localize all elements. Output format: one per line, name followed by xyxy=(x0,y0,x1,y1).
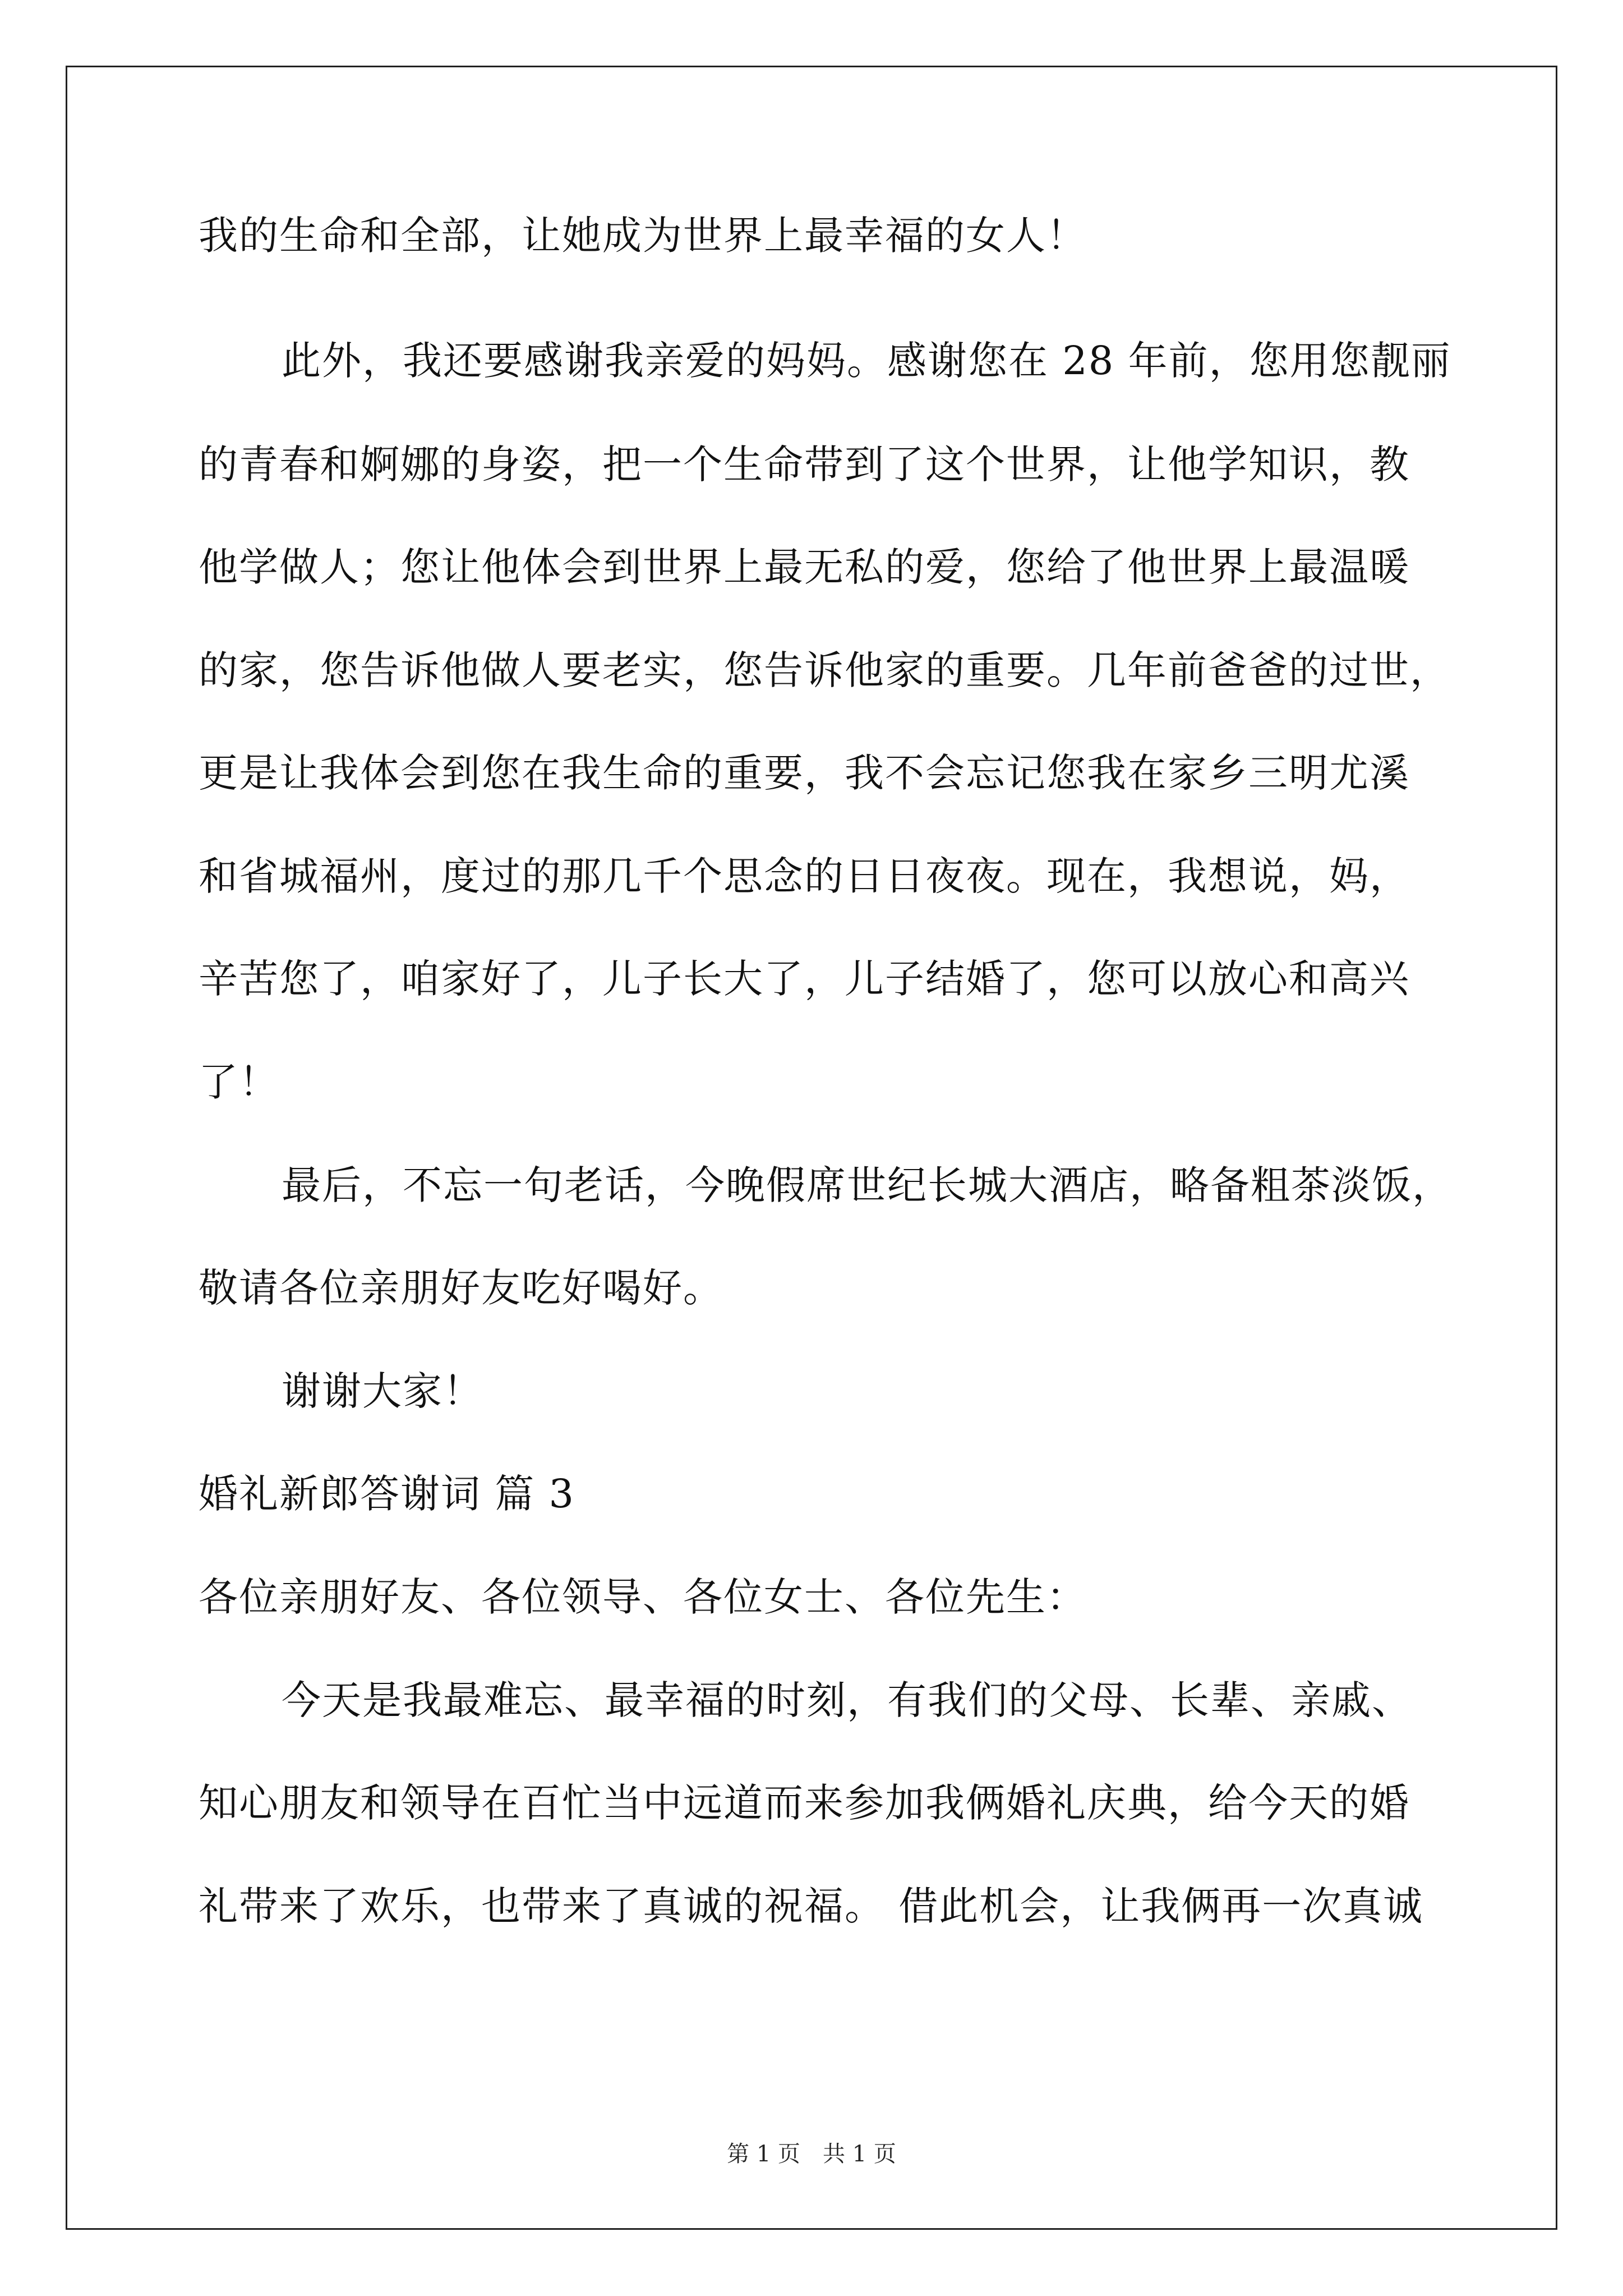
page-footer: 第 1 页 共 1 页 xyxy=(727,2141,896,2167)
text-line: 他学做人；您让他体会到世界上最无私的爱，您给了他世界上最温暖 xyxy=(199,544,1410,590)
text-line: 今天是我最难忘、最幸福的时刻，有我们的父母、长辈、亲戚、 xyxy=(282,1677,1412,1723)
text-line: 的青春和婀娜的身姿，把一个生命带到了这个世界，让他学知识，教 xyxy=(199,441,1410,487)
salutation: 各位亲朋好友、各位领导、各位女士、各位先生： xyxy=(199,1574,1087,1620)
text-line: 此外，我还要感谢我亲爱的妈妈。感谢您在 28 年前，您用您靓丽 xyxy=(282,338,1451,384)
text-line: 更是让我体会到您在我生命的重要，我不会忘记您我在家乡三明尤溪 xyxy=(199,750,1410,796)
text-line: 的家，您告诉他做人要老实，您告诉他家的重要。几年前爸爸的过世， xyxy=(199,647,1450,693)
text-line: 谢谢大家！ xyxy=(282,1368,483,1414)
text-line: 敬请各位亲朋好友吃好喝好。 xyxy=(199,1265,723,1311)
text-line: 我的生命和全部，让她成为世界上最幸福的女人！ xyxy=(199,213,1087,259)
text-line: 辛苦您了，咱家好了，儿子长大了，儿子结婚了，您可以放心和高兴 xyxy=(199,956,1410,1002)
text-line: 最后，不忘一句老话，今晚假席世纪长城大酒店，略备粗茶淡饭， xyxy=(282,1162,1453,1208)
text-line: 了！ xyxy=(199,1059,279,1105)
text-line: 知心朋友和领导在百忙当中远道而来参加我俩婚礼庆典，给今天的婚 xyxy=(199,1780,1410,1826)
text-line: 和省城福州，度过的那几千个思念的日日夜夜。现在，我想说，妈， xyxy=(199,853,1410,899)
section-heading: 婚礼新郎答谢词 篇 3 xyxy=(199,1471,575,1517)
text-line: 礼带来了欢乐，也带来了真诚的祝福。 借此机会，让我俩再一次真诚 xyxy=(199,1883,1424,1929)
